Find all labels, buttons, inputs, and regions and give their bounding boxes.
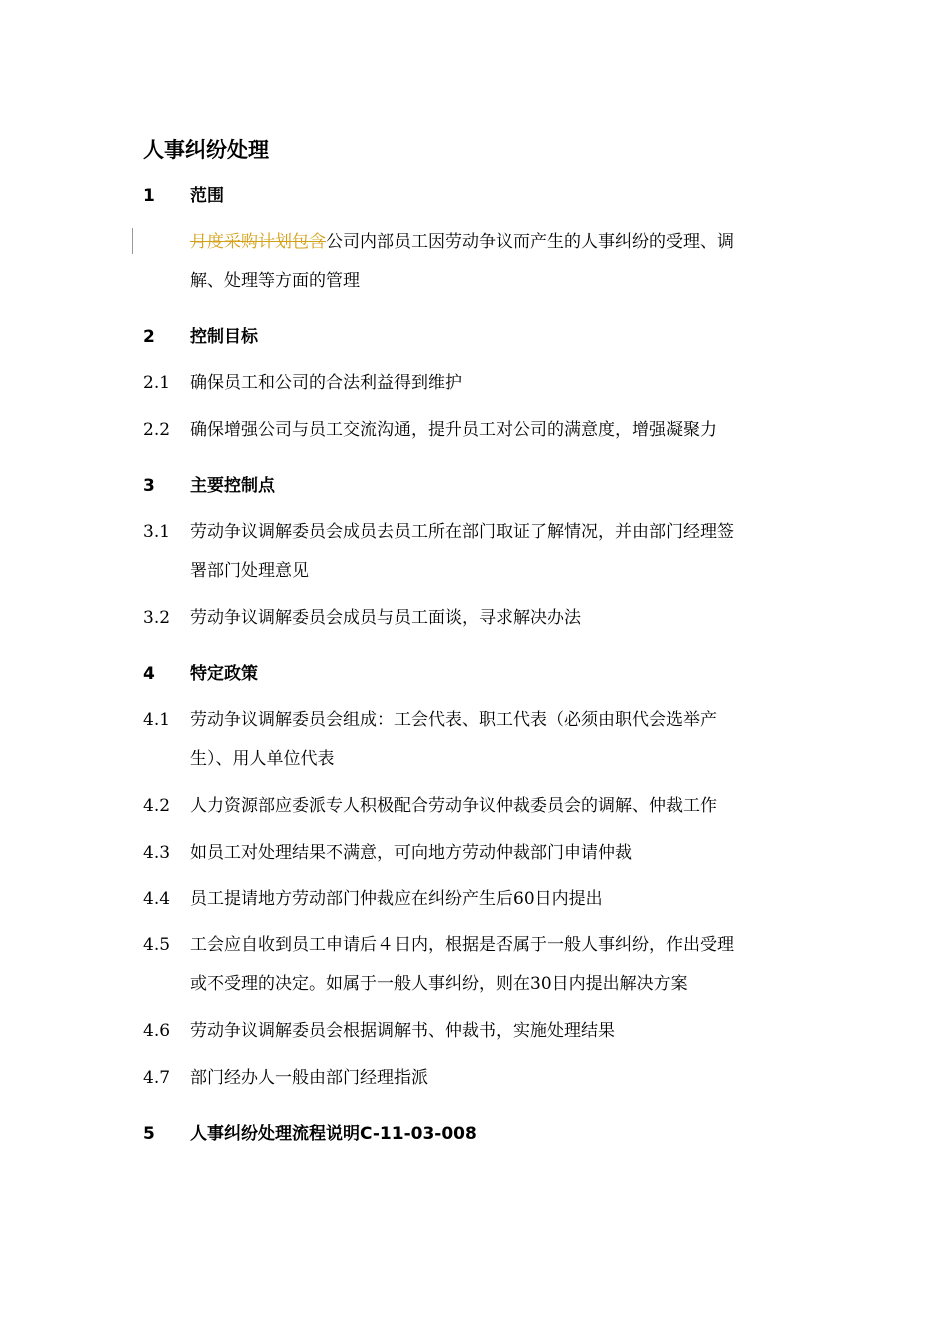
item-number: 3.2 [143, 608, 171, 628]
item-text-line: 或不受理的决定。如属于一般人事纠纷，则在30日内提出解决方案 [190, 974, 688, 994]
list-item [143, 373, 823, 393]
item-number: 4.1 [143, 710, 171, 730]
item-text-line: 工会应自收到员工申请后４日内，根据是否属于一般人事纠纷，作出受理 [190, 935, 734, 955]
list-item [143, 608, 823, 628]
section-4-heading [143, 664, 823, 684]
section-heading-text: 范围 [190, 186, 224, 206]
list-item [143, 889, 823, 909]
item-number: 3.1 [143, 522, 171, 542]
item-text: 确保员工和公司的合法利益得到维护 [190, 373, 462, 393]
section-number: 1 [143, 186, 155, 206]
section-1-scope [143, 232, 823, 291]
item-text-line: 生）、用人单位代表 [190, 749, 335, 769]
item-text-line: 署部门处理意见 [190, 561, 309, 581]
list-item [143, 843, 823, 863]
item-text: 人力资源部应委派专人积极配合劳动争议仲裁委员会的调解、仲裁工作 [190, 796, 717, 816]
item-text: 劳动争议调解委员会根据调解书、仲裁书，实施处理结果 [190, 1021, 615, 1041]
item-number: 4.2 [143, 796, 171, 816]
item-number: 4.3 [143, 843, 171, 863]
item-text: 部门经办人一般由部门经理指派 [190, 1068, 428, 1088]
section-2-heading [143, 327, 823, 347]
list-item [143, 710, 823, 769]
item-number: 4.7 [143, 1068, 171, 1088]
tracked-deletion: 月度采购计划包含 [190, 232, 326, 252]
scope-line-1 [190, 232, 810, 252]
list-item [143, 1068, 823, 1088]
revision-change-bar [132, 228, 133, 254]
item-number: 4.4 [143, 889, 171, 909]
item-text-line: 劳动争议调解委员会成员去员工所在部门取证了解情况，并由部门经理签 [190, 522, 734, 542]
item-text-line: 劳动争议调解委员会组成：工会代表、职工代表（必须由职代会选举产 [190, 710, 717, 730]
section-number: 3 [143, 476, 155, 496]
item-number: 2.2 [143, 420, 171, 440]
document-title: 人事纠纷处理 [143, 138, 269, 162]
item-number: 4.5 [143, 935, 171, 955]
section-3-heading [143, 476, 823, 496]
section-number: 5 [143, 1124, 155, 1144]
item-text: 员工提请地方劳动部门仲裁应在纠纷产生后60日内提出 [190, 889, 603, 909]
section-1-heading [143, 186, 823, 206]
section-number: 4 [143, 664, 155, 684]
scope-line-2: 解、处理等方面的管理 [190, 271, 360, 291]
item-number: 4.6 [143, 1021, 171, 1041]
list-item [143, 522, 823, 581]
section-heading-text: 特定政策 [190, 664, 258, 684]
list-item [143, 796, 823, 816]
item-number: 2.1 [143, 373, 171, 393]
section-heading-text: 人事纠纷处理流程说明C-11-03-008 [190, 1124, 477, 1144]
list-item [143, 420, 823, 440]
section-heading-text: 控制目标 [190, 327, 258, 347]
scope-text: 公司内部员工因劳动争议而产生的人事纠纷的受理、调 [326, 232, 734, 252]
item-text: 如员工对处理结果不满意，可向地方劳动仲裁部门申请仲裁 [190, 843, 632, 863]
item-text: 劳动争议调解委员会成员与员工面谈，寻求解决办法 [190, 608, 581, 628]
list-item [143, 1021, 823, 1041]
list-item [143, 935, 823, 994]
section-5-heading [143, 1124, 823, 1144]
item-text: 确保增强公司与员工交流沟通，提升员工对公司的满意度，增强凝聚力 [190, 420, 717, 440]
section-heading-text: 主要控制点 [190, 476, 275, 496]
section-number: 2 [143, 327, 155, 347]
